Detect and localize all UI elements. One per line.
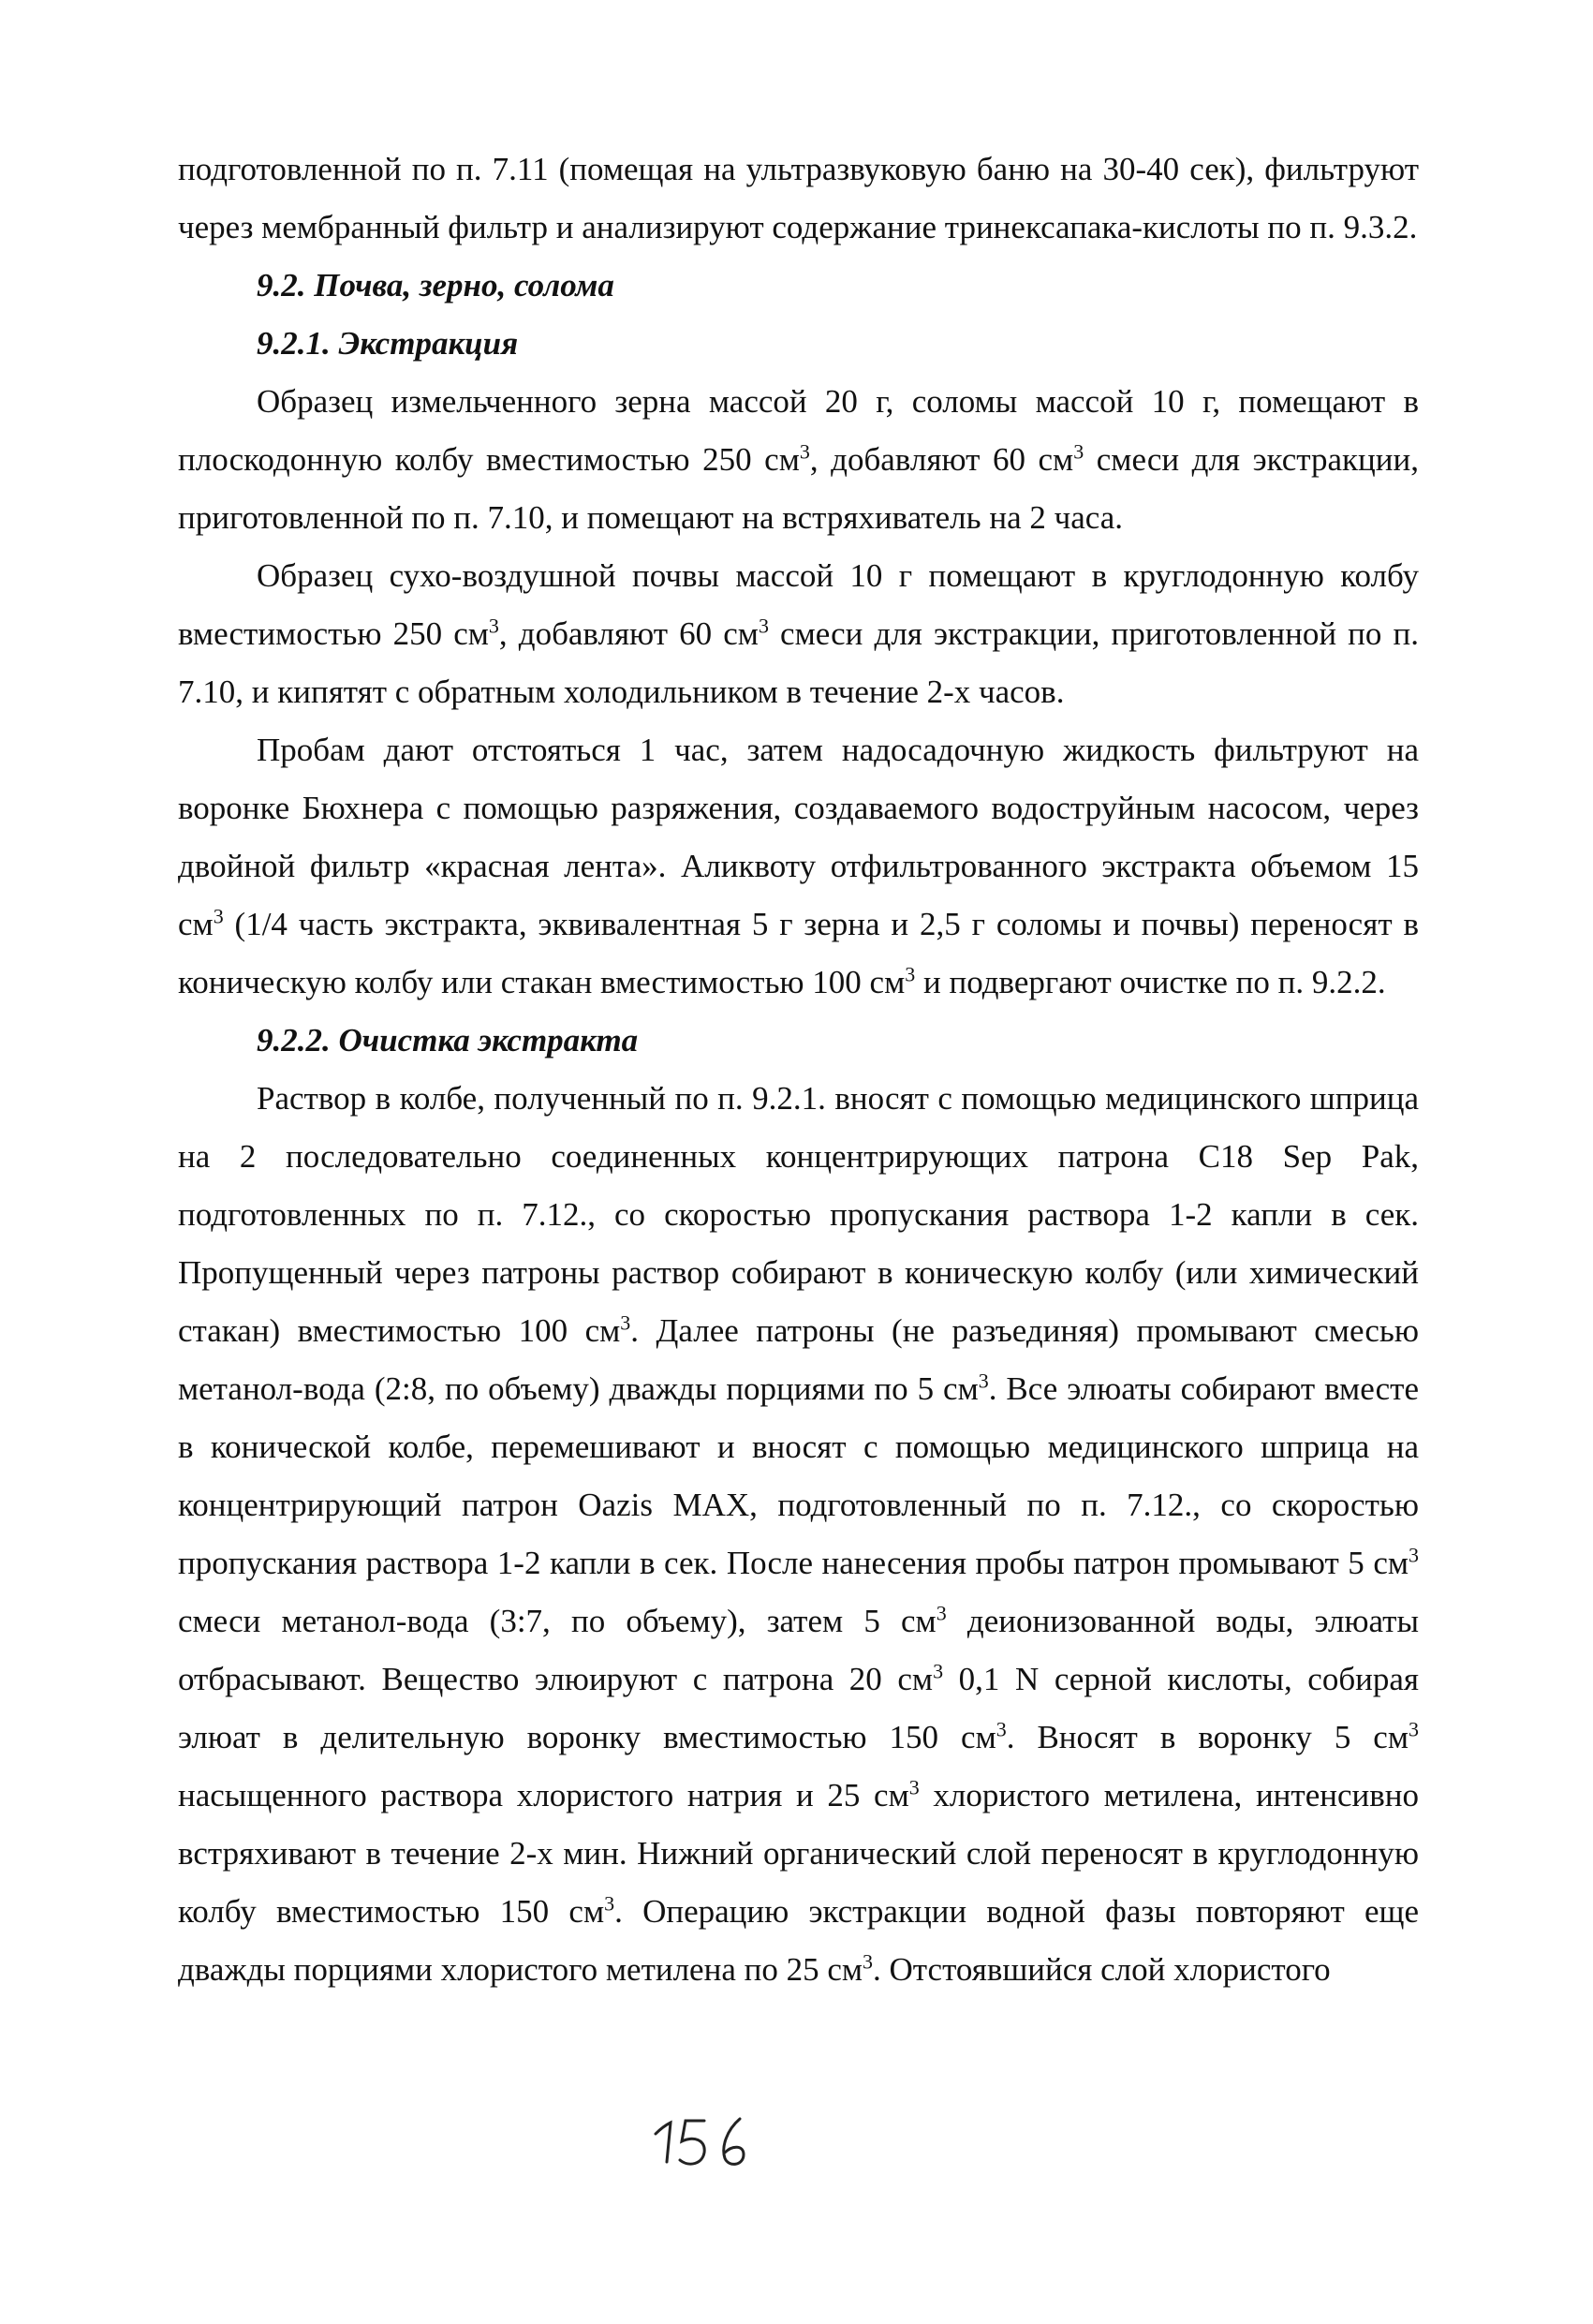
text-run: , добавляют 60 см: [809, 441, 1074, 478]
section-heading: [178, 1012, 1419, 1070]
text-run: и подвергают очистке по п. 9.2.2.: [915, 964, 1386, 1000]
text-run: Пробам дают отстояться 1 час, затем надосадочную жидкость фильтруют на воронке Бюхнера с помощью разряжения, создаваемого водоструйным насосом, через двойной фильтр «красная лента». Аликвоту отфильтрованного экстракта объемом 15 см: [178, 732, 1419, 942]
text-run: Образец сухо-воздушной почвы массой 10 г помещают в круглодонную колбу вместимостью 250 см: [178, 557, 1419, 652]
section-heading: [178, 257, 1419, 315]
text-run: . Отстоявшийся слой хлористого: [873, 1951, 1331, 1988]
text-run: смеси для экстракции, приготовленной по п. 7.10, и кипятят с обратным холодильником в течение 2-х часов.: [178, 615, 1419, 710]
superscript: 3: [978, 1369, 989, 1393]
text-run: деионизованной воды, элюаты отбрасывают. Вещество элюируют с патрона 20 см: [178, 1603, 1419, 1697]
text-run: насыщенного раствора хлористого натрия и 25 см: [178, 1777, 909, 1813]
superscript: 3: [213, 904, 224, 928]
text-run: . Операцию экстракции водной фазы повторяют еще дважды порциями хлористого метилена по 25 см: [178, 1893, 1419, 1988]
paragraph: [178, 721, 1419, 1012]
superscript: 3: [933, 1659, 944, 1683]
superscript: 3: [488, 614, 499, 638]
paragraph: [178, 1070, 1419, 1999]
superscript: 3: [908, 1775, 920, 1799]
superscript: 3: [1073, 439, 1084, 464]
text-run: подготовленной по п. 7.11 (помещая на ультразвуковую баню на 30-40 сек), фильтруют через мембранный фильтр и анализируют содержание тринексапака-кислоты по п. 9.3.2.: [178, 151, 1419, 245]
paragraph: [178, 547, 1419, 721]
superscript: 3: [863, 1949, 874, 1974]
superscript: 3: [620, 1310, 631, 1335]
paragraph: [178, 373, 1419, 547]
superscript: 3: [799, 439, 810, 464]
text-run: . Все элюаты собирают вместе в конической колбе, перемешивают и вносят с помощью медицинского шприца на концентрирующий патрон Oazis MAX, подготовленный по п. 7.12., со скоростью пропускания раствора 1-2 капли в сек. После нанесения пробы патрон промывают 5 см: [178, 1370, 1419, 1581]
text-run: Раствор в колбе, полученный по п. 9.2.1. вносят с помощью медицинского шприца на 2 последовательно соединенных концентрирующих патрона C18 Sep Pak, подготовленных по п. 7.12., со скоростью пропускания раствора 1-2 капли в сек. Пропущенный через патроны раствор собирают в коническую колбу (или химический стакан) вместимостью 100 см: [178, 1080, 1419, 1349]
superscript: 3: [1409, 1543, 1419, 1567]
superscript: 3: [996, 1717, 1007, 1741]
superscript: 3: [758, 614, 769, 638]
document-body: [178, 141, 1419, 1999]
text-run: (1/4 часть экстракта, эквивалентная 5 г зерна и 2,5 г соломы и почвы) переносят в коническую колбу или стакан вместимостью 100 см: [178, 906, 1419, 1000]
superscript: 3: [1409, 1717, 1419, 1741]
text-run: 9.2.2. Очистка экстракта: [257, 1022, 639, 1058]
paragraph: [178, 141, 1419, 257]
text-run: 0,1 N серной кислоты, собирая элюат в делительную воронку вместимостью 150 см: [178, 1661, 1419, 1755]
section-heading: [178, 315, 1419, 373]
superscript: 3: [905, 962, 916, 986]
text-run: . Вносят в воронку 5 см: [1006, 1719, 1409, 1755]
text-run: Образец измельченного зерна массой 20 г, соломы массой 10 г, помещают в плоскодонную колбу вместимостью 250 см: [178, 383, 1419, 478]
text-run: , добавляют 60 см: [498, 615, 759, 652]
text-run: 9.2.1. Экстракция: [257, 325, 519, 362]
text-run: хлористого метилена, интенсивно встряхивают в течение 2-х мин. Нижний органический слой переносят в круглодонную колбу вместимостью 150 см: [178, 1777, 1419, 1930]
text-run: смеси для экстракции, приготовленной по п. 7.10, и помещают на встряхиватель на 2 часа.: [178, 441, 1419, 536]
text-run: . Далее патроны (не разъединяя) промывают смесью метанол-вода (2:8, по объему) дважды порциями по 5 см: [178, 1312, 1419, 1407]
text-run: 9.2. Почва, зерно, солома: [257, 267, 614, 303]
handwritten-page-number: [646, 2106, 777, 2181]
superscript: 3: [936, 1601, 947, 1625]
text-run: смеси метанол-вода (3:7, по объему), затем 5 см: [178, 1603, 937, 1639]
superscript: 3: [604, 1891, 615, 1916]
